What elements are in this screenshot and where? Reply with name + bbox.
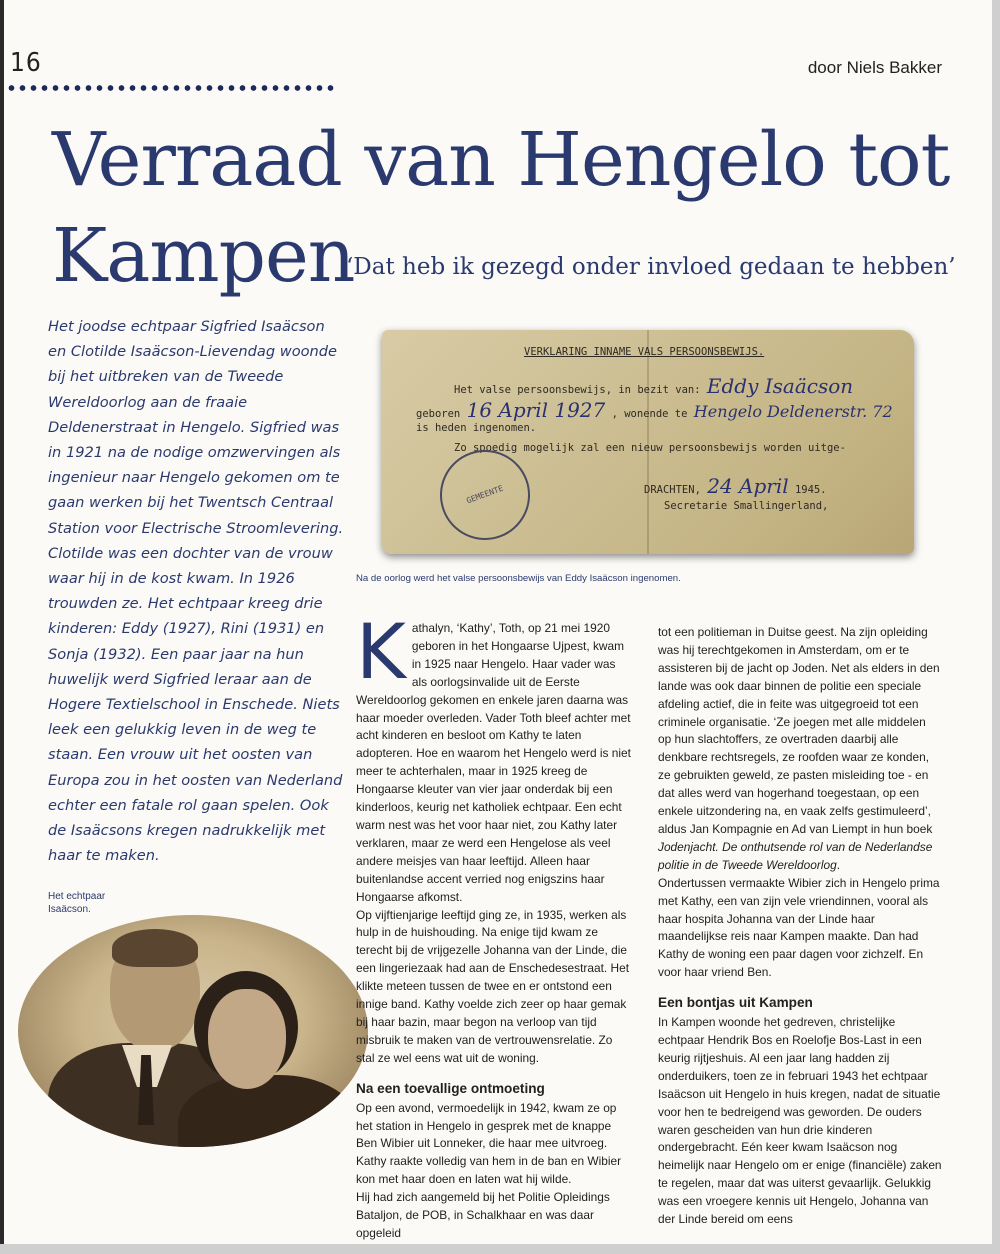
false-id-document-photo (382, 330, 914, 554)
byline: door Niels Bakker (807, 58, 942, 77)
paragraph-7: In Kampen woonde het gedreven, christelijke echtpaar Hendrik Bos en Roelofje Bos-Last in een keurig rijtjeshuis. Al een jaar lang hadden zij onderduikers, toen ze in februari 1943 het echtpaar Isaäcson uit Hengelo in huis kregen, nadat de situatie voor hen te bedreigend was geworden. De ouders waren gescheiden van hun drie kinderen ondergebracht. Eén keer kwam Isaäcson nog heimelijk naar Hengelo om er enige (financiële) zaken te regelen, maar dat was uiterst gevaarlijk. Gelukkig was een vroegere kennis uit Hengelo, Johanna van der Linde bereid om eens (658, 1015, 942, 1227)
document-line1: Het valse persoonsbewijs, in bezit van: Eddy Isaäcson (454, 374, 854, 398)
document-heading: VERKLARING INNAME VALS PERSOONSBEWIJS. (524, 346, 765, 358)
page-number: 16 (10, 48, 42, 78)
paragraph-3: Op een avond, vermoedelijk in 1942, kwam ze op het station in Hengelo in gesprek met de knappe Ben Wibier uit Lonneker, die haar mee uitvroeg. Kathy raakte volledig van hem in de ban en Wibier kon met haar doen en laten wat hij wilde. (356, 1100, 622, 1187)
paragraph-5: tot een politieman in Duitse geest. Na zijn opleiding was hij terechtgekomen in Amsterdam, om er te assisteren bij de jacht op Joden. Net als elders in den lande was ook daar binnen de politie een speciale afdeling actief, die in feite was uitgegroeid tot een criminele organisatie. ‘Ze joegen met alle middelen op hun slachtoffers, ze overtraden daarbij alle denkbare rechtsregels, ze roofden waar ze konden, ze gebruikten geweld, ze pasten misleiding toe - en dat alles werd van hogerhand toegestaan, op een enkele uitzondering na, en vaak zelfs gestimuleerd’, aldus Jan Kompagnie en Ad van Liempt in hun boek Jodenjacht. De onthutsende rol van de Nederlandse politie in de Tweede Wereldoorlog. (658, 625, 940, 872)
dotted-rule (6, 82, 336, 94)
document-secretary: Secretarie Smallingerland, (664, 500, 829, 512)
article-subtitle: ‘Dat heb ik gezegd onder invloed gedaan te hebben’ (346, 254, 956, 280)
paragraph-6: Ondertussen vermaakte Wibier zich in Hengelo prima met Kathy, een van zijn vele vriendinnen, vooral als haar hospita Johanna van der Linde haar maandelijkse reis naar Kampen maakte. Dan had Kathy de woning een paar dagen voor zichzelf. En voor haar vriend Ben. (658, 875, 940, 980)
book-title: Jodenjacht. De onthutsende rol van de Nederlandse politie in de Tweede Wereldoorlog (658, 839, 933, 872)
woman-figure (178, 1075, 358, 1147)
couple-portrait-photo (18, 915, 368, 1147)
article-title: Verraad van Hengelo tot Kampen (52, 117, 950, 299)
municipal-stamp: GEMEENTE (427, 437, 542, 552)
page-right-edge (992, 0, 1000, 1254)
subheading-bontjas: Een bontjas uit Kampen (658, 995, 813, 1011)
article-column-1 (356, 607, 632, 1243)
document-line2: geboren 16 April 1927 , wonende te Hengelo Deldenerstr. 72 (416, 398, 893, 422)
man-hair (112, 929, 198, 967)
woman-face (208, 989, 286, 1089)
document-place-date: DRACHTEN, 24 April 1945. (644, 474, 827, 498)
page-spine-edge (0, 0, 4, 1254)
intro-paragraph: Het joodse echtpaar Sigfried Isaäcson en Clotilde Isaäcson-Lievendag woonde bij het uitbreken van de Tweede Wereldoorlog aan de fraaie Deldenerstraat in Hengelo. Sigfried was in 1921 na de nodige omzwervingen als ingenieur naar Hengelo gekomen om te gaan werken bij het Twentsch Centraal Station voor Electrische Stroomlevering. Clotilde was een dochter van de vrouw waar hij in de kost kwam. In 1926 trouwden ze. Het echtpaar kreeg drie kinderen: Eddy (1927), Rini (1931) en Sonja (1932). Een paar jaar na hun huwelijk werd Sigfried leraar aan de Hogere Textielschool in Enschede. Niets leek een gelukkig leven in de weg te staan. Een vrouw uit het oosten van Europa zou in het oosten van Nederland echter een fatale rol gaan spelen. Ook de Isaäcsons kregen nadrukkelijk met haar te maken. (48, 318, 344, 865)
paragraph-4: Hij had zich aangemeld bij het Politie Opleidings Bataljon, de POB, in Schalkhaar en was daar opgeleid (356, 1190, 610, 1240)
paragraph-2: Op vijftienjarige leeftijd ging ze, in 1935, werken als hulp in de huishouding. Na enige tijd kwam ze terecht bij de vrijgezelle Johanna van der Linde, die een lingeriezaak had aan de Enschedesestraat. Het klikte meteen tussen de twee en er ontstond een innige band. Kathy voelde zich zeer op haar gemak bij haar bazin, maar begon na verloop van tijd misbruik te maken van de vertrouwensrelatie. Zo stal ze wel eens wat uit de woning. (356, 907, 630, 1065)
page-bottom-edge (0, 1244, 1000, 1254)
article-column-2 (658, 624, 942, 1229)
document-line4: Zo spoedig mogelijk zal een nieuw persoonsbewijs worden uitge- (454, 442, 846, 454)
document-photo-caption: Na de oorlog werd het valse persoonsbewijs van Eddy Isaäcson ingenomen. (356, 573, 681, 584)
drop-cap: K (356, 607, 406, 696)
paragraph-1: Kathalyn, ‘Kathy’, Toth, op 21 mei 1920 geboren in het Hongaarse Ujpest, kwam in 1925 naar Hengelo. Haar vader was als oorlogsinvalide uit de Eerste Wereldoorlog gekomen en enkele jaren daarna was haar moeder overleden. Vader Toth bleef achter met acht kinderen en besloot om Kathy te laten adopteren. Hoe en waarom het Hengelo werd is niet meer te achterhalen, maar in 1925 kreeg de Hongaarse kleuter van vier jaar onderdak bij een kinderloos, keurig net katholiek echtpaar. Een echt warm nest was het voor haar niet, zou Kathy later verklaren, maar ze werd een Hengelose als veel andere meisjes van haar leeftijd. Alleen haar buitenlandse accent verried nog enigszins haar Hongaarse afkomst. (356, 607, 631, 904)
document-line3: is heden ingenomen. (416, 422, 537, 434)
couple-photo-caption: Het echtpaar Isaäcson. (48, 891, 106, 915)
subheading-ontmoeting: Na een toevallige ontmoeting (356, 1080, 545, 1096)
